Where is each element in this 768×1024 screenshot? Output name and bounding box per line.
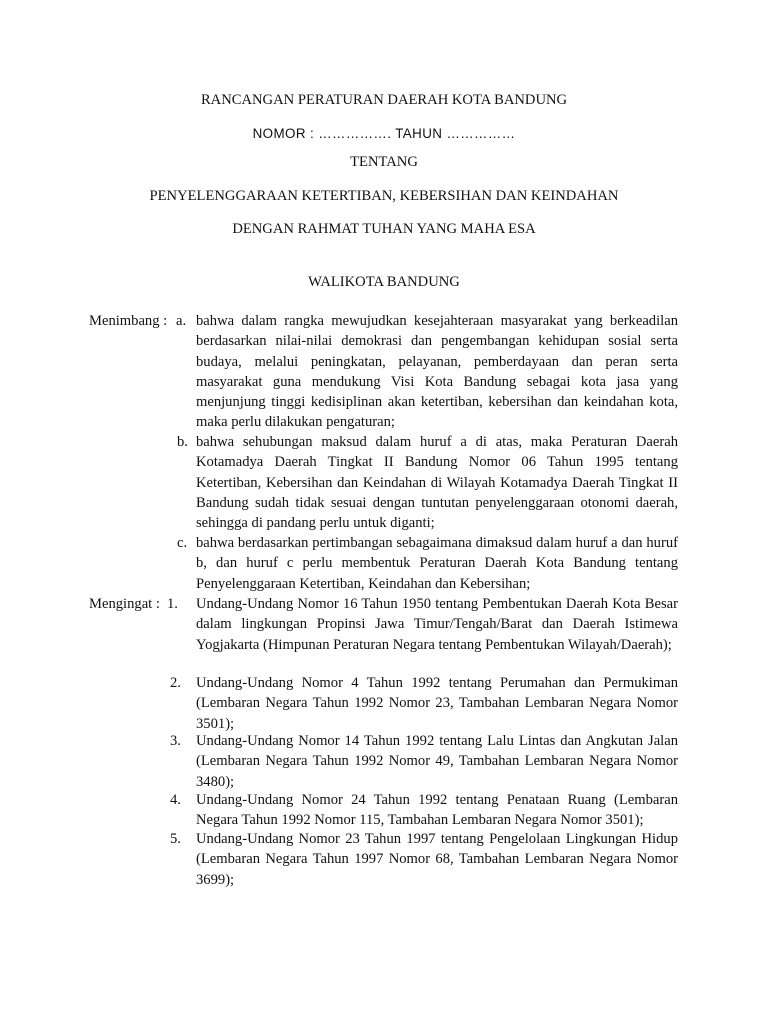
mengingat-item-marker: 2. [170,675,181,691]
mengingat-item-marker: 3. [170,733,181,749]
mengingat-label: Mengingat : [89,596,160,612]
menimbang-item-marker: c. [177,535,188,551]
menimbang-item-text: bahwa berdasarkan pertimbangan sebagaimana dimaksud dalam huruf a dan huruf b, dan huruf c perlu membentuk Peraturan Daerah Kota Bandung tentang Penyelenggaraan Ketertiban, Keindahan dan Kebersihan; [196,535,678,592]
menimbang-item-text: bahwa dalam rangka mewujudkan kesejahteraan masyarakat yang berkeadilan berdasarkan nilai-nilai demokrasi dan pengembangan kehidupan sosial serta budaya, melalui peningkatan, pelayanan, pemberdayaan dan peran serta masyarakat guna mendukung Visi Kota Bandung sebagai kota jasa yang menjunjung tinggi kedisiplinan akan ketertiban, kebersihan dan keindahan kota, maka perlu dilakukan pengaturan; [196,313,678,431]
mengingat-item-text: Undang-Undang Nomor 14 Tahun 1992 tentang Lalu Lintas dan Angkutan Jalan (Lembaran Negara Tahun 1992 Nomor 49, Tambahan Lembaran Negara Nomor 3480); [196,733,678,790]
mengingat-item-marker: 5. [170,831,181,847]
mengingat-item-text: Undang-Undang Nomor 24 Tahun 1992 tentang Penataan Ruang (Lembaran Negara Tahun 1992 Nomor 115, Tambahan Lembaran Negara Nomor 3501); [196,792,678,829]
mengingat-item-text: Undang-Undang Nomor 16 Tahun 1950 tentang Pembentukan Daerah Kota Besar dalam lingkungan Propinsi Jawa Timur/Tengah/Barat dan Daerah Istimewa Yogjakarta (Himpunan Peraturan Negara tentang Pembentukan Wilayah/Daerah); [196,596,678,653]
mengingat-item-text: Undang-Undang Nomor 23 Tahun 1997 tentang Pengelolaan Lingkungan Hidup (Lembaran Negara Tahun 1997 Nomor 68, Tambahan Lembaran Negara Nomor 3699); [196,831,678,888]
mengingat-item-marker: 4. [170,792,181,808]
menimbang-item-marker: b. [177,434,188,450]
mengingat-item-text: Undang-Undang Nomor 4 Tahun 1992 tentang Perumahan dan Permukiman (Lembaran Negara Tahun 1992 Nomor 23, Tambahan Lembaran Negara Nomor 3501); [196,675,678,732]
menimbang-item-marker: a. [176,313,187,329]
menimbang-item-text: bahwa sehubungan maksud dalam huruf a di atas, maka Peraturan Daerah Kotamadya Daerah Tingkat II Bandung Nomor 06 Tahun 1995 tentang Ketertiban, Kebersihan dan Keindahan di Wilayah Kotamadya Daerah Tingkat II Bandung sudah tidak sesuai dengan tuntutan penyelenggaraan otonomi daerah, sehingga di pandang perlu untuk diganti; [196,434,678,532]
rahmat-line: DENGAN RAHMAT TUHAN YANG MAHA ESA [232,221,536,237]
mengingat-item-marker: 1. [167,596,178,612]
tentang-heading: TENTANG [350,154,418,170]
subject-heading: PENYELENGGARAAN KETERTIBAN, KEBERSIHAN DAN KEINDAHAN [149,188,619,204]
walikota-heading: WALIKOTA BANDUNG [308,274,460,290]
nomor-tahun-line: NOMOR : ……………. TAHUN …………… [252,126,516,141]
document-title: RANCANGAN PERATURAN DAERAH KOTA BANDUNG [200,92,568,108]
menimbang-label: Menimbang : [89,313,168,329]
